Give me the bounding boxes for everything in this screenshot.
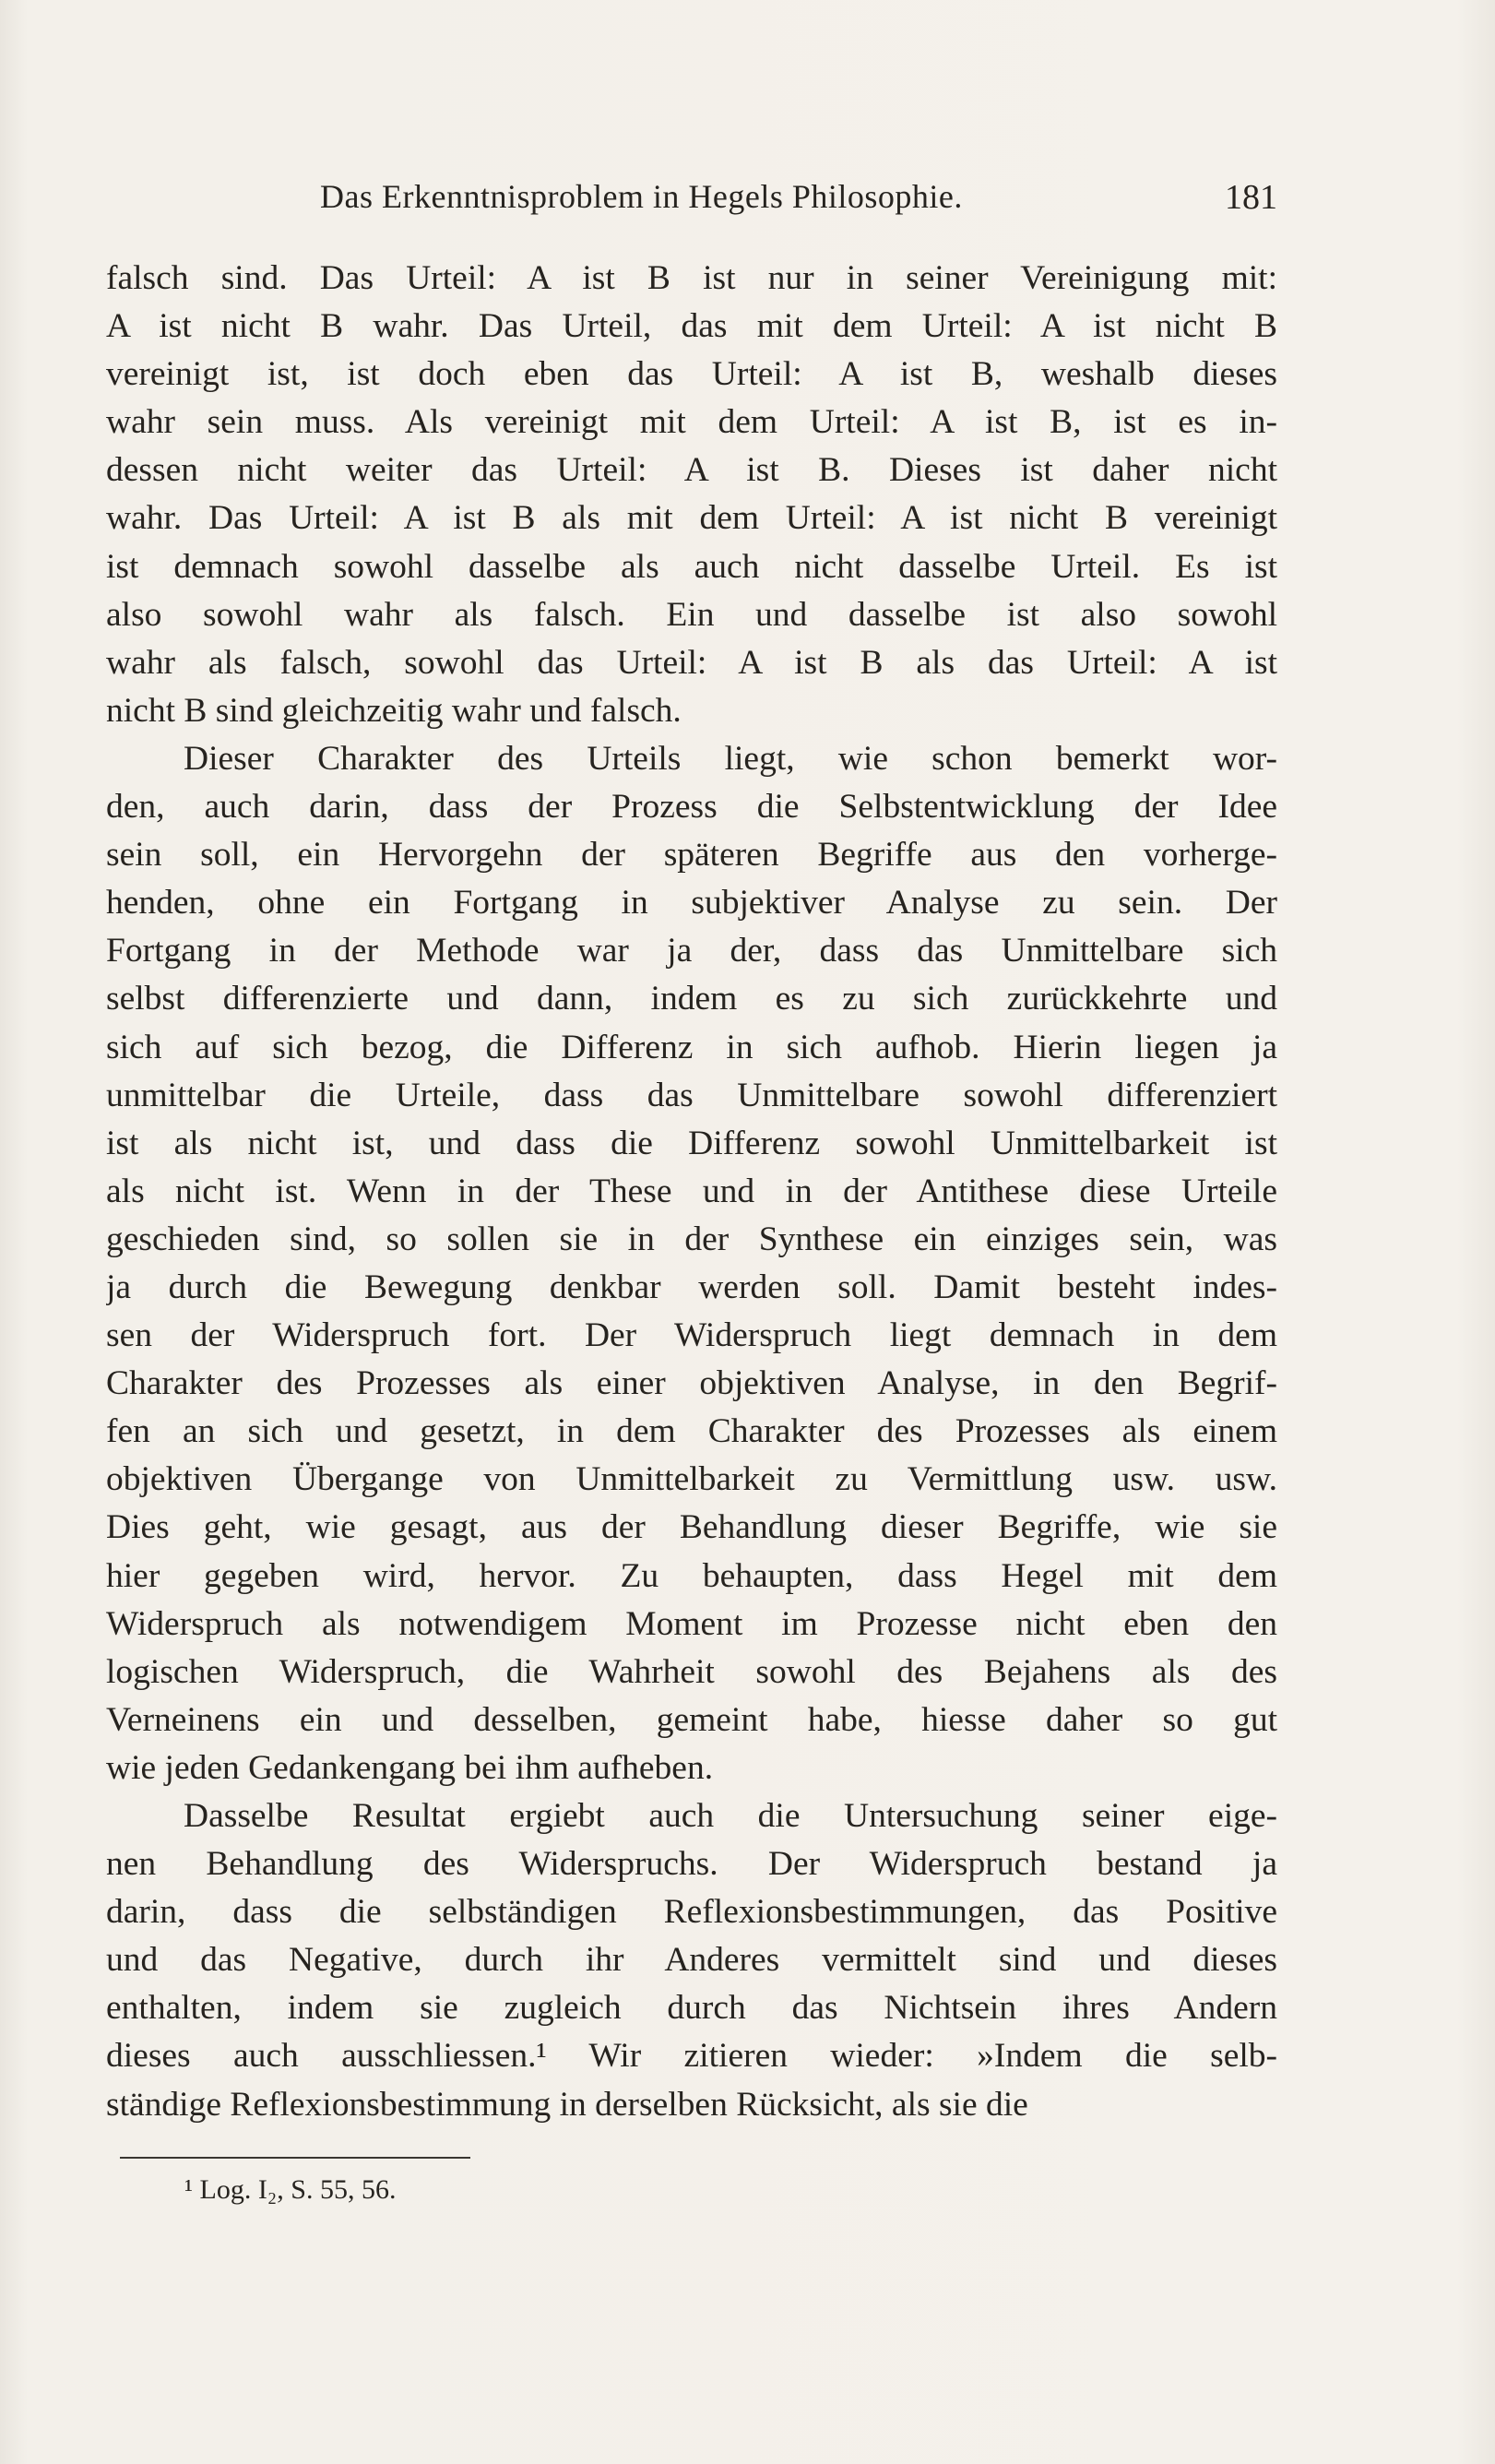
- text-line: wahr sein muss. Als vereinigt mit dem Urteil: A ist B, ist es in-: [106, 403, 1277, 442]
- text-line: ist als nicht ist, und dass die Differenz sowohl Unmittelbarkeit ist: [106, 1124, 1277, 1162]
- text-line: hier gegeben wird, hervor. Zu behaupten, dass Hegel mit dem: [106, 1556, 1277, 1595]
- text-line: ständige Reflexionsbestimmung in derselben Rücksicht, als sie die: [106, 2085, 1028, 2124]
- text-line: ja durch die Bewegung denkbar werden soll. Damit besteht indes-: [106, 1268, 1277, 1306]
- text-line: unmittelbar die Urteile, dass das Unmittelbare sowohl differenziert: [106, 1076, 1277, 1114]
- text-line: henden, ohne ein Fortgang in subjektiver Analyse zu sein. Der: [106, 884, 1277, 923]
- text-line: falsch sind. Das Urteil: A ist B ist nur in seiner Vereinigung mit:: [106, 259, 1277, 297]
- text-line: nicht B sind gleichzeitig wahr und falsch.: [106, 691, 682, 730]
- text-line: Charakter des Prozesses als einer objektiven Analyse, in den Begrif-: [106, 1364, 1277, 1403]
- text-line: wahr als falsch, sowohl das Urteil: A ist B als das Urteil: A ist: [106, 643, 1277, 682]
- text-line: nen Behandlung des Widerspruchs. Der Widerspruch bestand ja: [106, 1845, 1277, 1884]
- paragraph: [106, 1792, 1277, 2129]
- running-head: Das Erkenntnisproblem in Hegels Philosophie.: [320, 178, 963, 215]
- text-line: dessen nicht weiter das Urteil: A ist B. Dieses ist daher nicht: [106, 451, 1277, 490]
- text-line: den, auch darin, dass der Prozess die Selbstentwicklung der Idee: [106, 788, 1277, 827]
- text-line: selbst differenzierte und dann, indem es zu sich zurückkehrte und: [106, 980, 1277, 1018]
- text-line: also sowohl wahr als falsch. Ein und dasselbe ist also sowohl: [106, 595, 1277, 634]
- text-line: vereinigt ist, ist doch eben das Urteil: A ist B, weshalb dieses: [106, 355, 1277, 394]
- text-line: Dies geht, wie gesagt, aus der Behandlung dieser Begriffe, wie sie: [106, 1508, 1277, 1547]
- footnote-divider: [120, 2157, 470, 2159]
- text-line: dieses auch ausschliessen.¹ Wir zitieren wieder: »Indem die selb-: [106, 2037, 1277, 2076]
- text-line: A ist nicht B wahr. Das Urteil, das mit dem Urteil: A ist nicht B: [106, 307, 1277, 346]
- text-line: objektiven Übergange von Unmittelbarkeit zu Vermittlung usw. usw.: [106, 1460, 1277, 1499]
- text-line: als nicht ist. Wenn in der These und in der Antithese diese Urteile: [106, 1172, 1277, 1210]
- text-line: und das Negative, durch ihr Anderes vermittelt sind und dieses: [106, 1941, 1277, 1980]
- text-line: geschieden sind, so sollen sie in der Synthese ein einziges sein, was: [106, 1220, 1277, 1258]
- text-line: wahr. Das Urteil: A ist B als mit dem Urteil: A ist nicht B vereinigt: [106, 499, 1277, 538]
- paragraph: [106, 735, 1277, 1792]
- text-line: logischen Widerspruch, die Wahrheit sowohl des Bejahens als des: [106, 1652, 1277, 1691]
- page-number: 181: [1225, 178, 1277, 217]
- text-line: sen der Widerspruch fort. Der Widerspruch liegt demnach in dem: [106, 1316, 1277, 1355]
- page-header: [106, 177, 1277, 221]
- text-line: Fortgang in der Methode war ja der, dass das Unmittelbare sich: [106, 932, 1277, 970]
- text-line: enthalten, indem sie zugleich durch das Nichtsein ihres Andern: [106, 1989, 1277, 2028]
- text-line: sich auf sich bezog, die Differenz in sich aufhob. Hierin liegen ja: [106, 1028, 1277, 1066]
- body-text: [106, 255, 1277, 2129]
- text-line: ist demnach sowohl dasselbe als auch nicht dasselbe Urteil. Es ist: [106, 547, 1277, 586]
- text-line: fen an sich und gesetzt, in dem Charakter des Prozesses als einem: [106, 1412, 1277, 1451]
- footnote: ¹ Log. I₂, S. 55, 56.: [184, 2174, 397, 2205]
- text-line: Dieser Charakter des Urteils liegt, wie schon bemerkt wor-: [184, 739, 1277, 778]
- paragraph: [106, 255, 1277, 735]
- text-line: Widerspruch als notwendigem Moment im Prozesse nicht eben den: [106, 1604, 1277, 1643]
- text-line: Dasselbe Resultat ergiebt auch die Untersuchung seiner eige-: [184, 1797, 1277, 1835]
- text-line: sein soll, ein Hervorgehn der späteren Begriffe aus den vorherge-: [106, 836, 1277, 875]
- text-line: Verneinens ein und desselben, gemeint habe, hiesse daher so gut: [106, 1700, 1277, 1739]
- text-line: wie jeden Gedankengang bei ihm aufheben.: [106, 1748, 714, 1787]
- text-line: darin, dass die selbständigen Reflexionsbestimmungen, das Positive: [106, 1893, 1277, 1932]
